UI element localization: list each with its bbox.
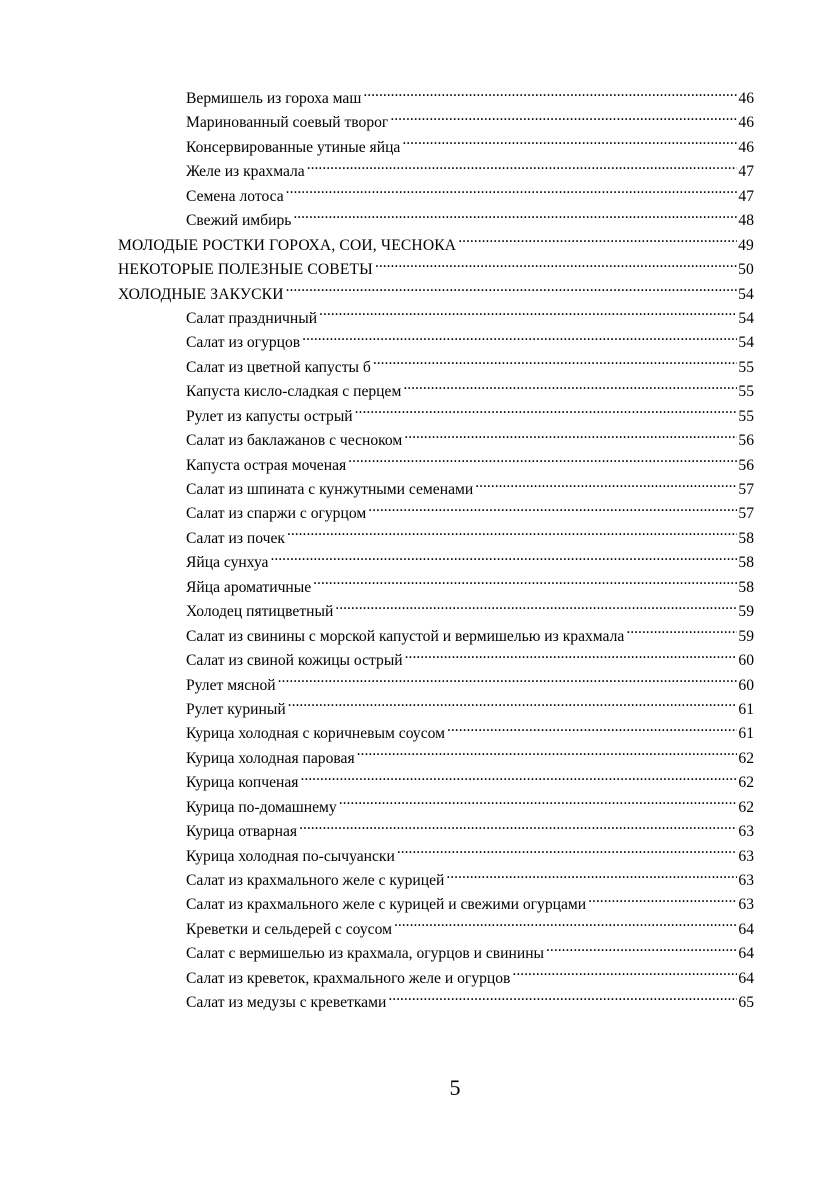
toc-entry-page: 48	[738, 212, 754, 230]
toc-entry-page: 55	[738, 358, 754, 376]
toc-section-entry	[118, 258, 754, 282]
toc-entry	[118, 502, 754, 526]
toc-entry-title: Курица холодная по-сычуански	[186, 847, 395, 865]
toc-entry-page: 60	[738, 676, 754, 694]
toc-entry-page: 64	[738, 920, 754, 938]
toc-entry-title: Курица отварная	[186, 823, 298, 841]
dot-leader	[335, 601, 737, 617]
dot-leader	[363, 87, 737, 103]
dot-leader	[313, 576, 737, 592]
toc-entry-title: Салат из почек	[186, 529, 285, 547]
dot-leader	[307, 161, 738, 177]
dot-leader	[403, 381, 737, 397]
dot-leader	[270, 552, 737, 568]
toc-entry	[118, 698, 754, 722]
toc-entry-title: НЕКОТОРЫЕ ПОЛЕЗНЫЕ СОВЕТЫ	[118, 261, 373, 279]
toc-entry-title: Рулет мясной	[186, 676, 276, 694]
toc-entry-page: 49	[738, 236, 754, 254]
toc-entry-title: Салат из крахмального желе с курицей	[186, 872, 445, 889]
toc-entry-title: Салат из баклажанов с чесноком	[186, 432, 403, 450]
dot-leader	[446, 869, 737, 885]
toc-entry	[118, 991, 754, 1015]
toc-entry-page: 46	[738, 114, 754, 132]
toc-entry	[118, 209, 754, 233]
toc-entry	[118, 649, 754, 673]
toc-entry-page: 64	[738, 969, 754, 987]
dot-leader	[302, 332, 737, 348]
toc-entry-page: 56	[738, 432, 754, 450]
toc-entry-page: 59	[738, 627, 754, 645]
dot-leader	[357, 747, 738, 763]
dot-leader	[512, 967, 737, 983]
toc-section-entry	[118, 234, 754, 258]
toc-entry	[118, 405, 754, 429]
toc-entry	[118, 771, 754, 795]
toc-entry	[118, 942, 754, 966]
toc-section-entry	[118, 283, 754, 307]
dot-leader	[339, 796, 738, 812]
toc-entry	[118, 722, 754, 746]
toc-entry-title: Капуста острая моченая	[186, 456, 347, 474]
toc-entry-title: Рулет куриный	[186, 700, 286, 718]
toc-entry-page: 54	[738, 285, 754, 303]
dot-leader	[388, 992, 737, 1008]
toc-entry-title: Салат из свиной кожицы острый	[186, 652, 403, 670]
toc-entry-page: 55	[738, 407, 754, 425]
dot-leader	[288, 698, 738, 714]
toc-entry-page: 55	[738, 383, 754, 401]
dot-leader	[299, 821, 737, 837]
dot-leader	[402, 136, 737, 152]
toc-entry-page: 63	[738, 896, 754, 914]
dot-leader	[475, 478, 737, 494]
toc-entry-page: 47	[738, 163, 754, 181]
toc-entry-title: Салат из шпината с кунжутными семенами	[186, 481, 474, 498]
toc-entry-title: Вермишель из гороха маш	[186, 90, 362, 107]
toc-entry	[118, 307, 754, 331]
toc-entry-title: Яйца сунхуа	[186, 554, 269, 572]
toc-entry	[118, 331, 754, 355]
toc-entry-page: 50	[738, 261, 754, 279]
toc-entry-page: 61	[738, 725, 754, 743]
dot-leader	[588, 894, 737, 910]
toc-entry-page: 65	[738, 994, 754, 1012]
toc-entry	[118, 625, 754, 649]
toc-entry-page: 56	[738, 456, 754, 474]
toc-entry	[118, 845, 754, 869]
toc-entry-page: 57	[738, 505, 754, 523]
toc-entry-title: Курица копченая	[186, 774, 299, 792]
toc-entry-title: Холодец пятицветный	[186, 603, 334, 621]
dot-leader	[348, 454, 737, 470]
toc-entry-title: Консервированные утиные яйца	[186, 138, 401, 156]
dot-leader	[405, 649, 738, 665]
toc-entry	[118, 356, 754, 380]
dot-leader	[404, 430, 737, 446]
toc-entry-title: Желе из крахмала	[186, 163, 305, 181]
toc-entry	[118, 600, 754, 624]
toc-entry-page: 64	[738, 945, 754, 963]
dot-leader	[355, 405, 738, 421]
toc-entry-page: 46	[738, 90, 754, 107]
toc-entry	[118, 551, 754, 575]
dot-leader	[447, 723, 737, 739]
toc-entry	[118, 111, 754, 135]
toc-entry-page: 57	[738, 481, 754, 498]
toc-entry-page: 54	[738, 309, 754, 327]
toc-entry-title: Капуста кисло-сладкая с перцем	[186, 383, 402, 401]
dot-leader	[394, 918, 737, 934]
dot-leader	[287, 527, 737, 543]
toc-entry-page: 63	[738, 847, 754, 865]
toc-entry-title: Семена лотоса	[186, 187, 284, 205]
dot-leader	[375, 258, 737, 274]
toc-entry-page: 54	[738, 334, 754, 352]
dot-leader	[368, 503, 737, 519]
toc-entry	[118, 967, 754, 991]
toc-entry-page: 63	[738, 872, 754, 889]
toc-entry-page: 60	[738, 652, 754, 670]
toc-entry-page: 61	[738, 700, 754, 718]
toc-entry	[118, 820, 754, 844]
toc-entry-page: 58	[738, 529, 754, 547]
dot-leader	[397, 845, 738, 861]
toc-entry	[118, 869, 754, 893]
toc-entry-title: Салат праздничный	[186, 309, 318, 327]
toc-entry-page: 46	[738, 138, 754, 156]
toc-entry	[118, 136, 754, 160]
toc-entry-page: 62	[738, 749, 754, 767]
toc-entry	[118, 478, 754, 502]
toc-entry-page: 47	[738, 187, 754, 205]
toc-entry-page: 62	[738, 774, 754, 792]
toc-entry-title: Яйца ароматичные	[186, 578, 312, 596]
toc-entry	[118, 160, 754, 184]
dot-leader	[546, 943, 737, 959]
toc-entry-title: Салат из цветной капусты б	[186, 358, 371, 376]
toc-entry	[118, 893, 754, 917]
toc-entry-title: Салат из креветок, крахмального желе и огурцов	[186, 969, 511, 987]
toc-entry	[118, 918, 754, 942]
toc-entry-title: Курица холодная с коричневым соусом	[186, 725, 445, 743]
toc-entry	[118, 380, 754, 404]
toc-entry-page: 58	[738, 554, 754, 572]
dot-leader	[390, 112, 737, 128]
toc-entry	[118, 796, 754, 820]
toc-entry	[118, 454, 754, 478]
dot-leader	[319, 307, 737, 323]
toc-entry-title: Салат из спаржи с огурцом	[186, 505, 367, 523]
toc-entry-title: МОЛОДЫЕ РОСТКИ ГОРОХА, СОИ, ЧЕСНОКА	[118, 236, 457, 254]
toc-entry-title: Салат из крахмального желе с курицей и свежими огурцами	[186, 896, 587, 914]
toc-entry-title: ХОЛОДНЫЕ ЗАКУСКИ	[118, 285, 284, 303]
toc-entry	[118, 429, 754, 453]
toc-entry	[118, 185, 754, 209]
toc-entry	[118, 747, 754, 771]
dot-leader	[286, 185, 738, 201]
toc-entry	[118, 87, 754, 111]
toc-entry-title: Рулет из капусты острый	[186, 407, 353, 425]
toc-entry-title: Курица по-домашнему	[186, 798, 337, 816]
dot-leader	[373, 356, 738, 372]
toc-entry-title: Свежий имбирь	[186, 212, 292, 230]
toc-entry-title: Салат из свинины с морской капустой и вермишелью из крахмала	[186, 627, 625, 645]
toc-entry-page: 59	[738, 603, 754, 621]
toc-entry-title: Салат из огурцов	[186, 334, 301, 352]
dot-leader	[286, 283, 737, 299]
page-number: 5	[449, 1075, 461, 1100]
dot-leader	[278, 674, 738, 690]
toc-entry-title: Креветки и сельдерей с соусом	[186, 920, 392, 938]
toc-entry	[118, 576, 754, 600]
toc-entry	[118, 674, 754, 698]
toc-entry	[118, 527, 754, 551]
toc-entry-page: 62	[738, 798, 754, 816]
toc-entry-title: Курица холодная паровая	[186, 749, 355, 767]
toc-entry-page: 58	[738, 578, 754, 596]
dot-leader	[293, 210, 737, 226]
toc-entry-title: Маринованный соевый творог	[186, 114, 389, 132]
dot-leader	[626, 625, 737, 641]
dot-leader	[458, 234, 737, 250]
toc-entry-page: 63	[738, 823, 754, 841]
toc-entry-title: Салат из медузы с креветками	[186, 994, 387, 1012]
toc-entry-title: Салат с вермишелью из крахмала, огурцов и свинины	[186, 945, 545, 963]
table-of-contents	[118, 87, 754, 1016]
dot-leader	[300, 772, 737, 788]
